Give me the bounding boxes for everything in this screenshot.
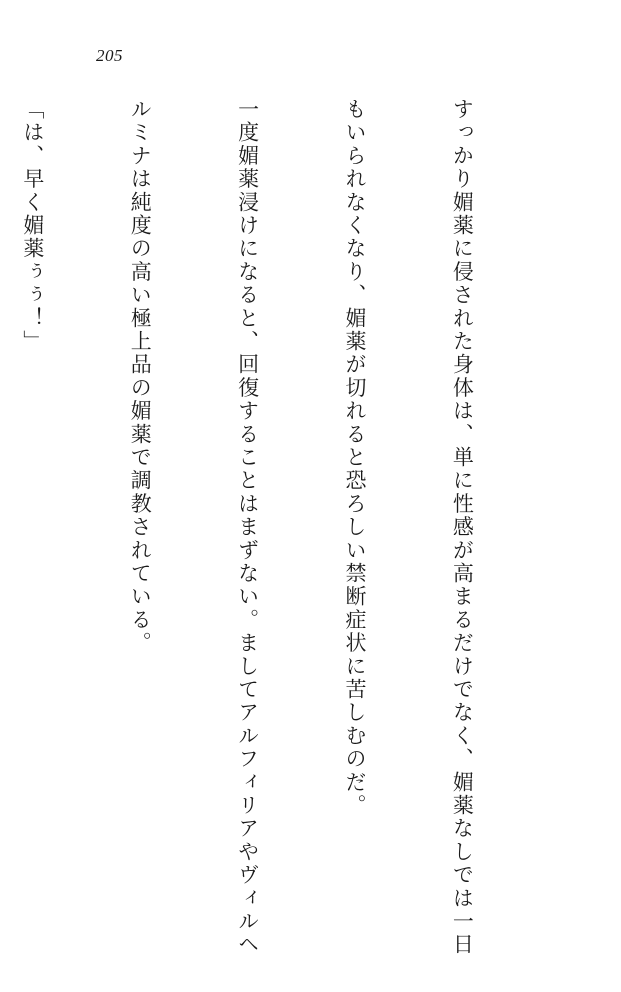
text-line: もいられなくなり、媚薬が切れると恐ろしい禁断症状に苦しむのだ。 <box>343 98 368 818</box>
text-line: すっかり媚薬に侵された身体は、単に性感が高まるだけでなく、媚薬なしでは一日 <box>450 98 475 957</box>
text-line: 一度媚薬浸けになると、回復することはまずない。ましてアルフィリアやヴィルヘ <box>235 98 260 957</box>
text-line: 「は、早く媚薬ぅぅ！」 <box>20 98 45 354</box>
novel-text-body <box>0 98 551 957</box>
text-line: ルミナは純度の高い極上品の媚薬で調教されている。 <box>128 98 153 655</box>
page-number: 205 <box>96 46 123 65</box>
